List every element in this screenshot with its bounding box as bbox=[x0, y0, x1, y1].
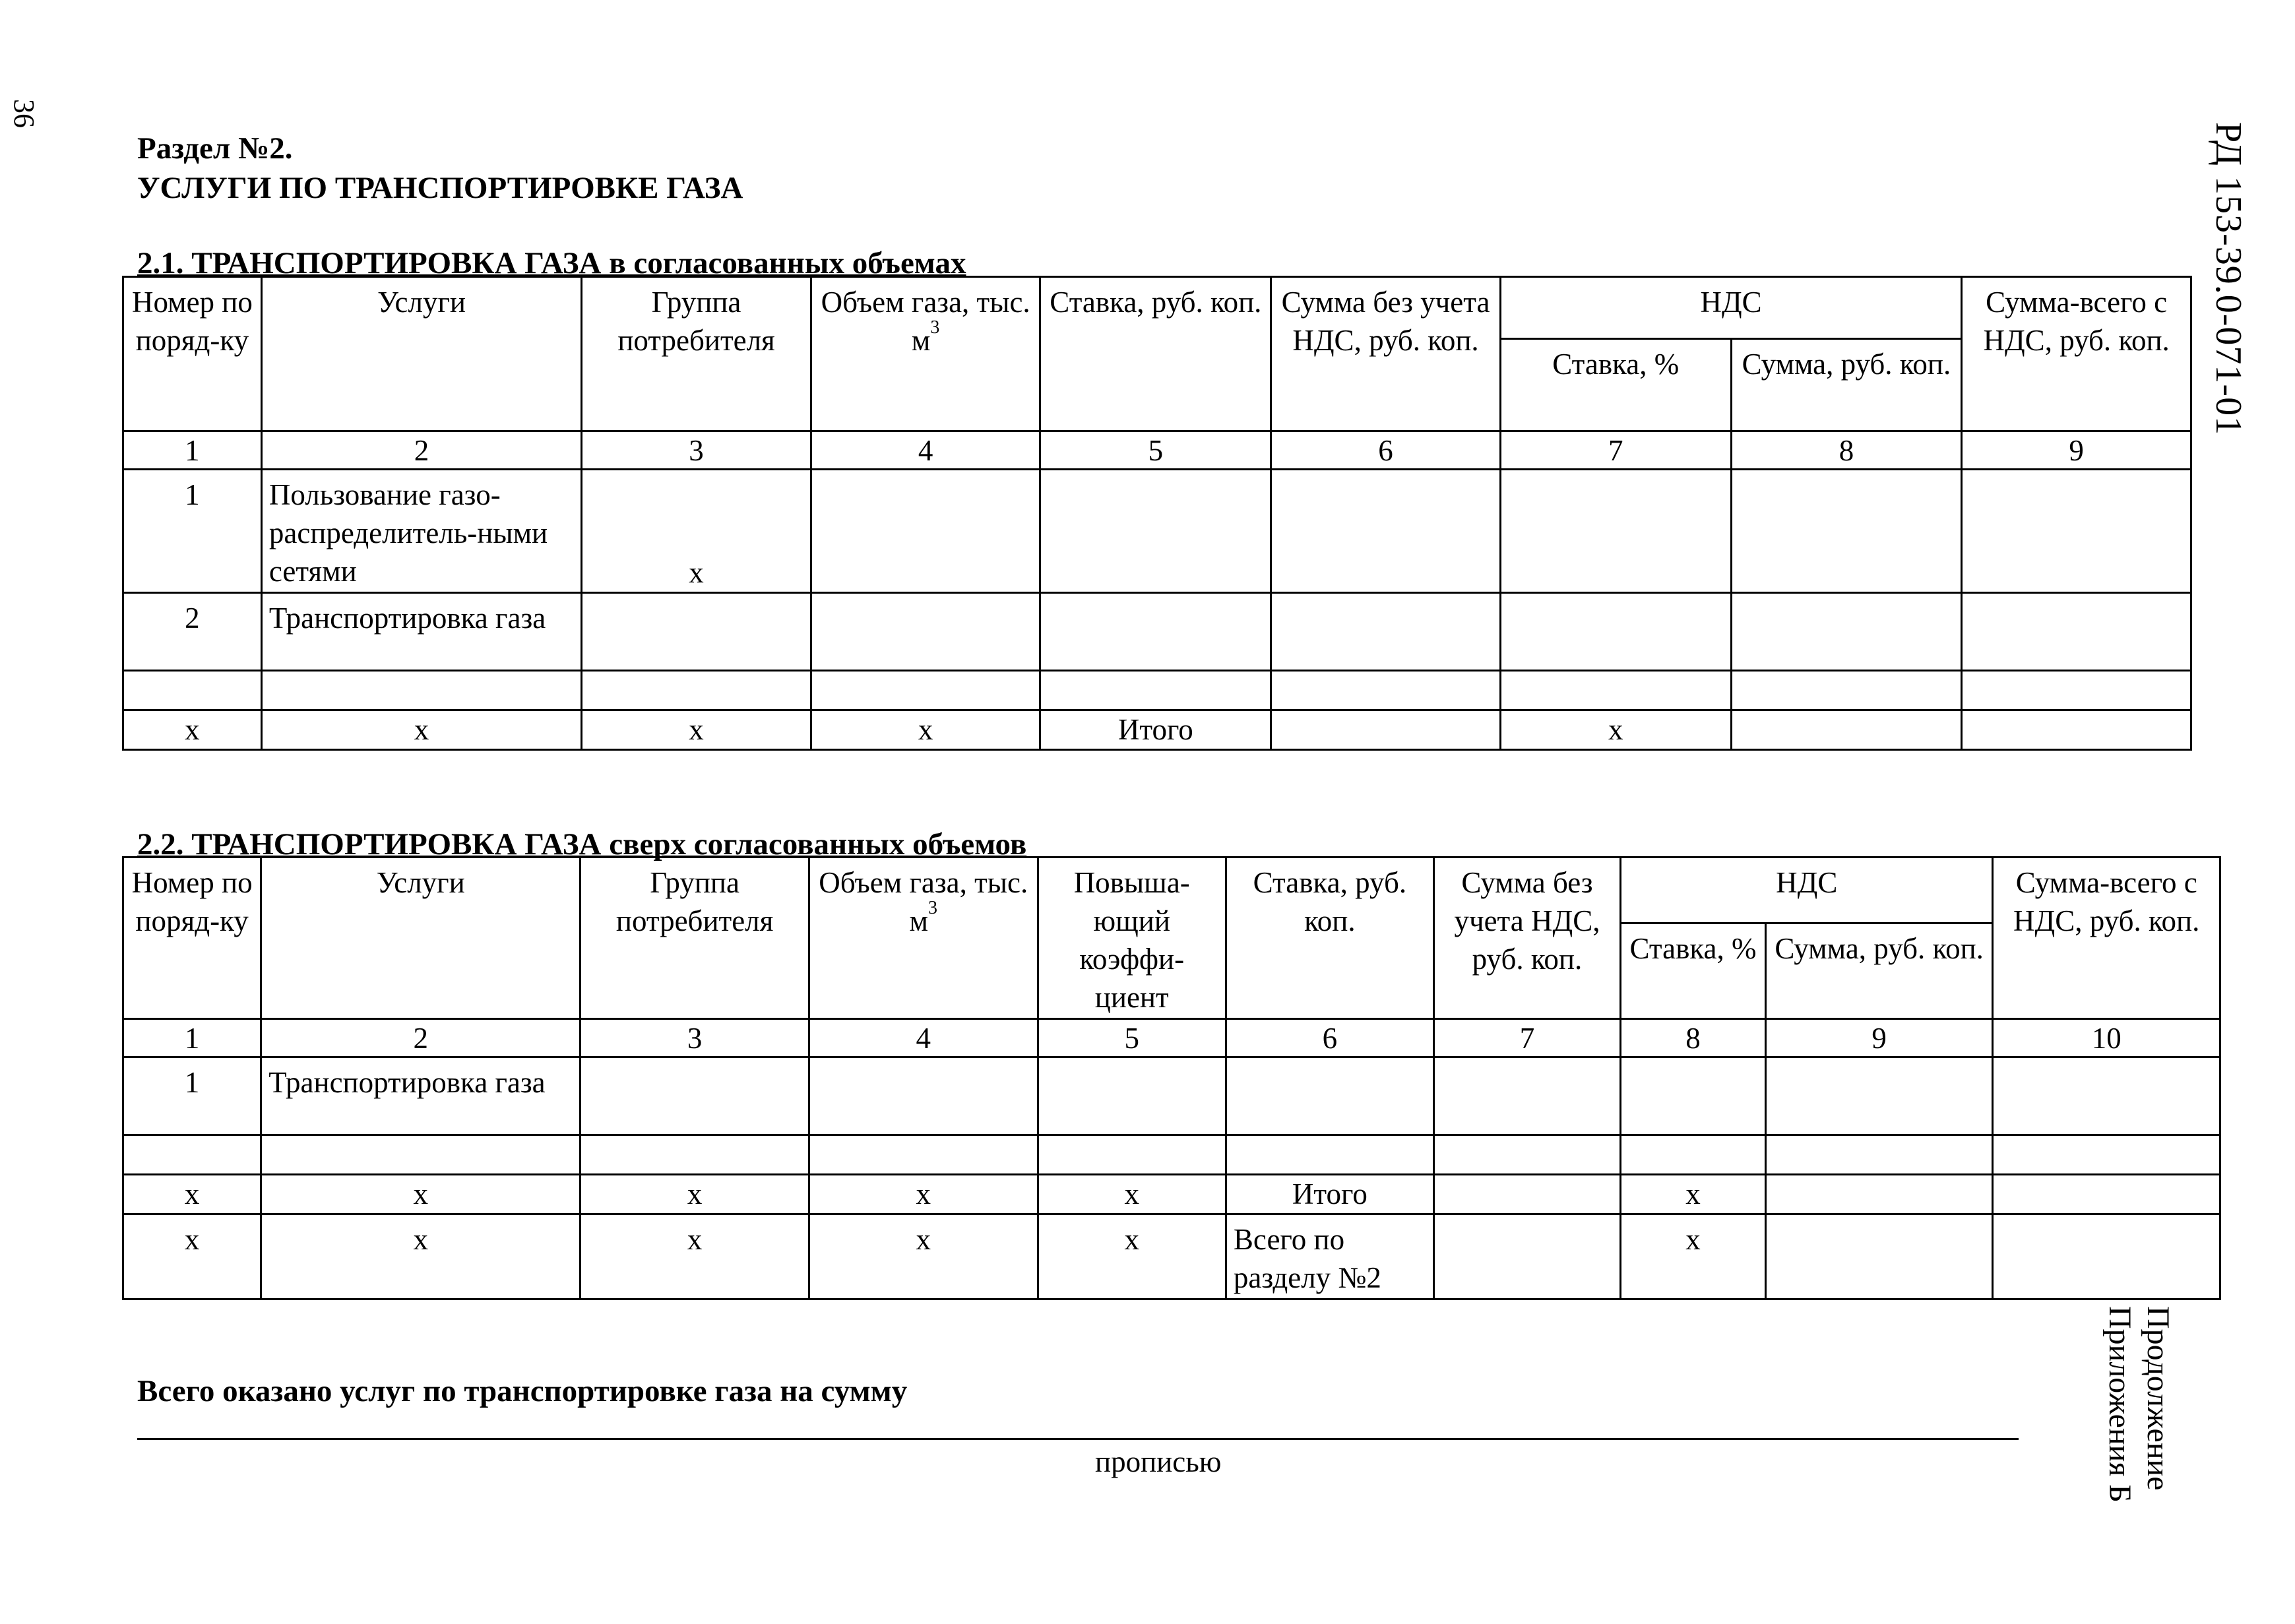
table-cell bbox=[1962, 470, 2191, 593]
table-cell: х bbox=[261, 710, 581, 750]
t2-header-vat: НДС bbox=[1621, 858, 1993, 923]
table-cell: х bbox=[1038, 1175, 1226, 1214]
t2-col-number: 6 bbox=[1226, 1019, 1433, 1057]
table-cell bbox=[1962, 671, 2191, 710]
t1-header-vat-rate: Ставка, % bbox=[1500, 339, 1731, 431]
table-cell bbox=[581, 1135, 809, 1175]
t1-col-number: 1 bbox=[123, 431, 262, 470]
section-subtitle: УСЛУГИ ПО ТРАНСПОРТИРОВКЕ ГАЗА bbox=[137, 171, 743, 205]
table-cell bbox=[1765, 1057, 1993, 1135]
table-cell bbox=[1433, 1214, 1620, 1299]
table-cell bbox=[1765, 1175, 1993, 1214]
table-cell bbox=[1433, 1175, 1620, 1214]
table-cell bbox=[1731, 593, 1962, 671]
table-cell bbox=[1226, 1057, 1433, 1135]
t2-header-volume: Объем газа, тыс. $м^3$ bbox=[809, 858, 1038, 1019]
table-cell: х bbox=[1621, 1175, 1766, 1214]
table-cell: х bbox=[123, 1214, 261, 1299]
table-cell bbox=[811, 593, 1040, 671]
table-cell bbox=[1993, 1214, 2220, 1299]
table-cell: х bbox=[123, 710, 262, 750]
document-code: РД 153-39.0-071-01 bbox=[2208, 122, 2249, 436]
t2-header-coefficient: Повыша-ющий коэффи-циент bbox=[1038, 858, 1226, 1019]
table-cell bbox=[261, 1135, 581, 1175]
table1-gas-transport-agreed bbox=[122, 276, 2192, 751]
total-label: Итого bbox=[1040, 710, 1271, 750]
t1-header-services: Услуги bbox=[261, 277, 581, 431]
table-cell: х bbox=[581, 1214, 809, 1299]
table-cell: х bbox=[582, 710, 811, 750]
table-cell: х bbox=[809, 1175, 1038, 1214]
t1-col-number: 6 bbox=[1271, 431, 1501, 470]
table-cell bbox=[811, 671, 1040, 710]
table-cell bbox=[1040, 470, 1271, 593]
t2-col-number: 4 bbox=[809, 1019, 1038, 1057]
t2-col-number: 1 bbox=[123, 1019, 261, 1057]
table-cell: Транспортировка газа bbox=[261, 1057, 581, 1135]
t1-col-number: 4 bbox=[811, 431, 1040, 470]
table-cell bbox=[1731, 671, 1962, 710]
t2-col-number: 2 bbox=[261, 1019, 581, 1057]
t1-col-number: 5 bbox=[1040, 431, 1271, 470]
table-cell bbox=[1500, 470, 1731, 593]
table-cell bbox=[582, 593, 811, 671]
table-row bbox=[123, 671, 2191, 710]
table-cell: х bbox=[261, 1214, 581, 1299]
table-cell bbox=[123, 671, 262, 710]
table-cell bbox=[1765, 1135, 1993, 1175]
table-cell: Транспортировка газа bbox=[261, 593, 581, 671]
table-cell bbox=[1993, 1057, 2220, 1135]
table-cell bbox=[1500, 593, 1731, 671]
table2-caption: 2.2. ТРАНСПОРТИРОВКА ГАЗА сверх согласованных объемов bbox=[137, 827, 1027, 861]
table-cell: х bbox=[582, 470, 811, 593]
table-cell: 1 bbox=[123, 470, 262, 593]
table-cell bbox=[1621, 1057, 1766, 1135]
t2-col-number: 9 bbox=[1765, 1019, 1993, 1057]
t2-header-vat-sum: Сумма, руб. коп. bbox=[1765, 923, 1993, 1019]
t2-col-number: 3 bbox=[581, 1019, 809, 1057]
t1-header-volume: Объем газа, тыс. $м^3$ bbox=[811, 277, 1040, 431]
t1-col-number: 9 bbox=[1962, 431, 2191, 470]
table-row-total bbox=[123, 710, 2191, 750]
t1-header-number: Номер по поряд-ку bbox=[123, 277, 262, 431]
t1-header-vat-sum: Сумма, руб. коп. bbox=[1731, 339, 1962, 431]
total-label: Итого bbox=[1226, 1175, 1433, 1214]
t1-header-sum-without-vat: Сумма без учета НДС, руб. коп. bbox=[1271, 277, 1501, 431]
table-cell bbox=[1038, 1135, 1226, 1175]
table-cell: х bbox=[809, 1214, 1038, 1299]
table-cell: х bbox=[261, 1175, 581, 1214]
t1-col-number: 7 bbox=[1500, 431, 1731, 470]
table-cell bbox=[1271, 671, 1501, 710]
t2-header-group: Группа потребителя bbox=[581, 858, 809, 1019]
appendix-continuation-note: Продолжение Приложения Б bbox=[2102, 1306, 2176, 1503]
table-cell bbox=[809, 1057, 1038, 1135]
table-cell bbox=[1271, 593, 1501, 671]
t1-header-total: Сумма-всего с НДС, руб. коп. bbox=[1962, 277, 2191, 431]
table-cell bbox=[1993, 1175, 2220, 1214]
table-row bbox=[123, 1135, 2220, 1175]
table-cell bbox=[1040, 671, 1271, 710]
table-cell bbox=[261, 671, 581, 710]
table-cell: х bbox=[811, 710, 1040, 750]
table-cell bbox=[809, 1135, 1038, 1175]
t2-header-vat-rate: Ставка, % bbox=[1621, 923, 1766, 1019]
t2-col-number: 7 bbox=[1433, 1019, 1620, 1057]
table-cell bbox=[1038, 1057, 1226, 1135]
table-cell: х bbox=[123, 1175, 261, 1214]
table-row bbox=[123, 470, 2191, 593]
table-cell bbox=[581, 1057, 809, 1135]
t2-header-number: Номер по поряд-ку bbox=[123, 858, 261, 1019]
table-cell: 1 bbox=[123, 1057, 261, 1135]
t1-header-group: Группа потребителя bbox=[582, 277, 811, 431]
table-row-total bbox=[123, 1175, 2220, 1214]
t2-col-number: 10 bbox=[1993, 1019, 2220, 1057]
t1-col-number: 8 bbox=[1731, 431, 1962, 470]
t2-col-number: 5 bbox=[1038, 1019, 1226, 1057]
table-cell: х bbox=[1038, 1214, 1226, 1299]
in-words-caption: прописью bbox=[1095, 1445, 1222, 1478]
table-cell bbox=[1226, 1135, 1433, 1175]
table-cell: 2 bbox=[123, 593, 262, 671]
table-cell bbox=[1731, 710, 1962, 750]
table-cell bbox=[1731, 470, 1962, 593]
t1-header-vat: НДС bbox=[1500, 277, 1961, 339]
total-services-label: Всего оказано услуг по транспортировке газа на сумму bbox=[137, 1374, 908, 1408]
table2-gas-transport-over-agreed bbox=[122, 856, 2221, 1300]
table-row bbox=[123, 593, 2191, 671]
table-cell bbox=[1433, 1135, 1620, 1175]
table-cell bbox=[1271, 470, 1501, 593]
table-cell: Пользование газо-распределитель-ными сетями bbox=[261, 470, 581, 593]
page-number: 36 bbox=[8, 99, 40, 128]
t2-col-number: 8 bbox=[1621, 1019, 1766, 1057]
table-cell bbox=[1962, 710, 2191, 750]
table-cell bbox=[1433, 1057, 1620, 1135]
t2-header-total: Сумма-всего с НДС, руб. коп. bbox=[1993, 858, 2220, 1019]
table-cell bbox=[1962, 593, 2191, 671]
t1-header-rate: Ставка, руб. коп. bbox=[1040, 277, 1271, 431]
t2-header-sum-without-vat: Сумма без учета НДС, руб. коп. bbox=[1433, 858, 1620, 1019]
table-cell bbox=[1500, 671, 1731, 710]
table-cell bbox=[1621, 1135, 1766, 1175]
section-title: Раздел №2. bbox=[137, 131, 293, 166]
table-cell bbox=[123, 1135, 261, 1175]
table-row-grand-total bbox=[123, 1214, 2220, 1299]
t2-header-rate: Ставка, руб. коп. bbox=[1226, 858, 1433, 1019]
table-cell bbox=[582, 671, 811, 710]
table1-caption: 2.1. ТРАНСПОРТИРОВКА ГАЗА в согласованных объемах bbox=[137, 246, 966, 280]
amount-in-words-line bbox=[137, 1438, 2019, 1440]
t1-col-number: 3 bbox=[582, 431, 811, 470]
table-cell bbox=[811, 470, 1040, 593]
table-cell bbox=[1765, 1214, 1993, 1299]
table-cell bbox=[1993, 1135, 2220, 1175]
table-cell: х bbox=[1500, 710, 1731, 750]
table-cell: х bbox=[581, 1175, 809, 1214]
table-cell bbox=[1271, 710, 1501, 750]
section-total-label: Всего по разделу №2 bbox=[1226, 1214, 1433, 1299]
t1-col-number: 2 bbox=[261, 431, 581, 470]
t2-header-services: Услуги bbox=[261, 858, 581, 1019]
table-cell: х bbox=[1621, 1214, 1766, 1299]
table-row bbox=[123, 1057, 2220, 1135]
table-cell bbox=[1040, 593, 1271, 671]
